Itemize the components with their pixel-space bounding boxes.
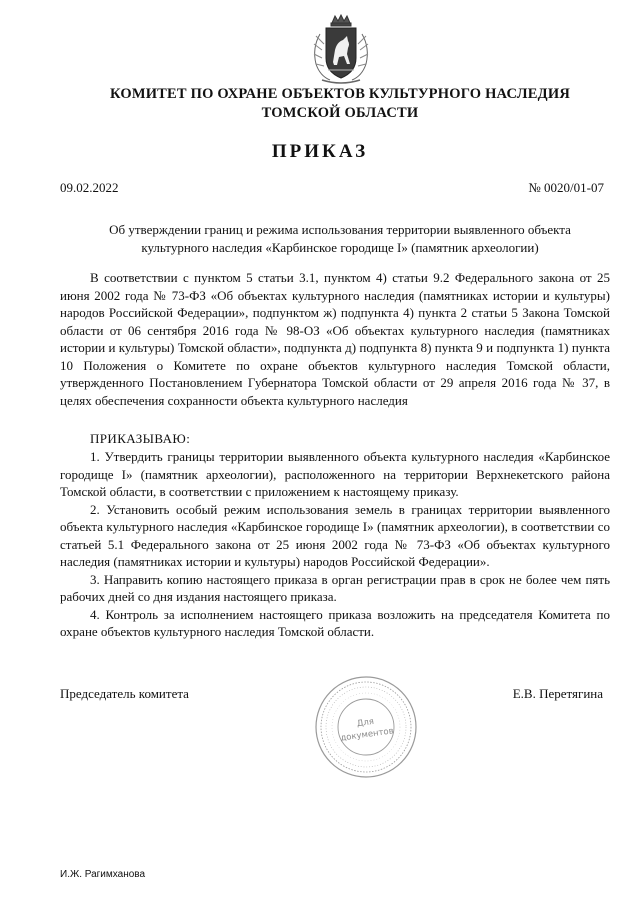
signer-title: Председатель комитета [60,686,189,701]
stamp-text-line-2: документов [339,726,395,744]
executor-name: И.Ж. Рагимханова [60,869,146,880]
official-stamp [314,673,419,781]
document-type-title: ПРИКАЗ [271,141,369,162]
order-item: 2. Установить особый режим использования земель в границах территории выявленного объекта культурного наследия «Карбинское городище I» (памятник археологии), в соответствии со статьей 5.1 Федерального закона от 25 июня 2002 года № 73-ФЗ «Об объектах культурного наследия (памятниках истории и культуры) народов Российской Федерации». [60,501,610,569]
organization-line-1: КОМИТЕТ ПО ОХРАНЕ ОБЪЕКТОВ КУЛЬТУРНОГО НАСЛЕДИЯ [109,86,571,102]
order-item: 1. Утвердить границы территории выявленного объекта культурного наследия «Карбинское городище I» (памятник археологии), расположенного на территории Верхнекетского района Томской области, в соответствии с приложением к настоящему приказу. [60,449,610,499]
order-item: 4. Контроль за исполнением настоящего приказа возложить на председателя Комитета по охране объектов культурного наследия Томской области. [60,606,610,639]
order-word: ПРИКАЗЫВАЮ: [90,431,191,446]
document-number: № 0020/01-07 [528,180,604,195]
order-items [60,448,610,641]
subject-line-2: культурного наследия «Карбинское городище I» (памятник археологии) [141,239,539,255]
document-subject [60,221,620,256]
stamp-text-line-1: Для [356,716,375,730]
organization-name [60,85,620,123]
document-date: 09.02.2022 [60,180,119,195]
subject-line-1: Об утверждении границ и режима использования территории выявленного объекта [109,222,571,237]
order-item: 3. Направить копию настоящего приказа в орган регистрации прав в срок не более чем пять рабочих дней со дня издания настоящего приказа. [60,571,610,604]
preamble-paragraph: В соответствии с пунктом 5 статьи 3.1, пунктом 4) статьи 9.2 Федерального закона от 25 июня 2002 года № 73-ФЗ «Об объектах культурного наследия (памятниках истории и культуры) народов Российской Федерации», подпунктом ж) подпункта 4) пункта 2 статьи 5 Закона Томской области от 06 сентября 2016 года № 98-ОЗ «Об объектах культурного наследия (памятниках истории и культуры) Томской области», подпункта д) подпункта 8) пункта 9 и подпункта 1) пункта 10 Положения о Комитете по охране объектов культурного наследия Томской области, утвержденного Постановлением Губернатора Томской области от 29 апреля 2016 года № 37, в целях обеспечения сохранности объекта культурного наследия [60,270,610,408]
organization-line-2: ТОМСКОЙ ОБЛАСТИ [261,105,419,121]
signer-name: Е.В. Перетягина [512,686,603,701]
coat-of-arms-icon [306,14,376,86]
